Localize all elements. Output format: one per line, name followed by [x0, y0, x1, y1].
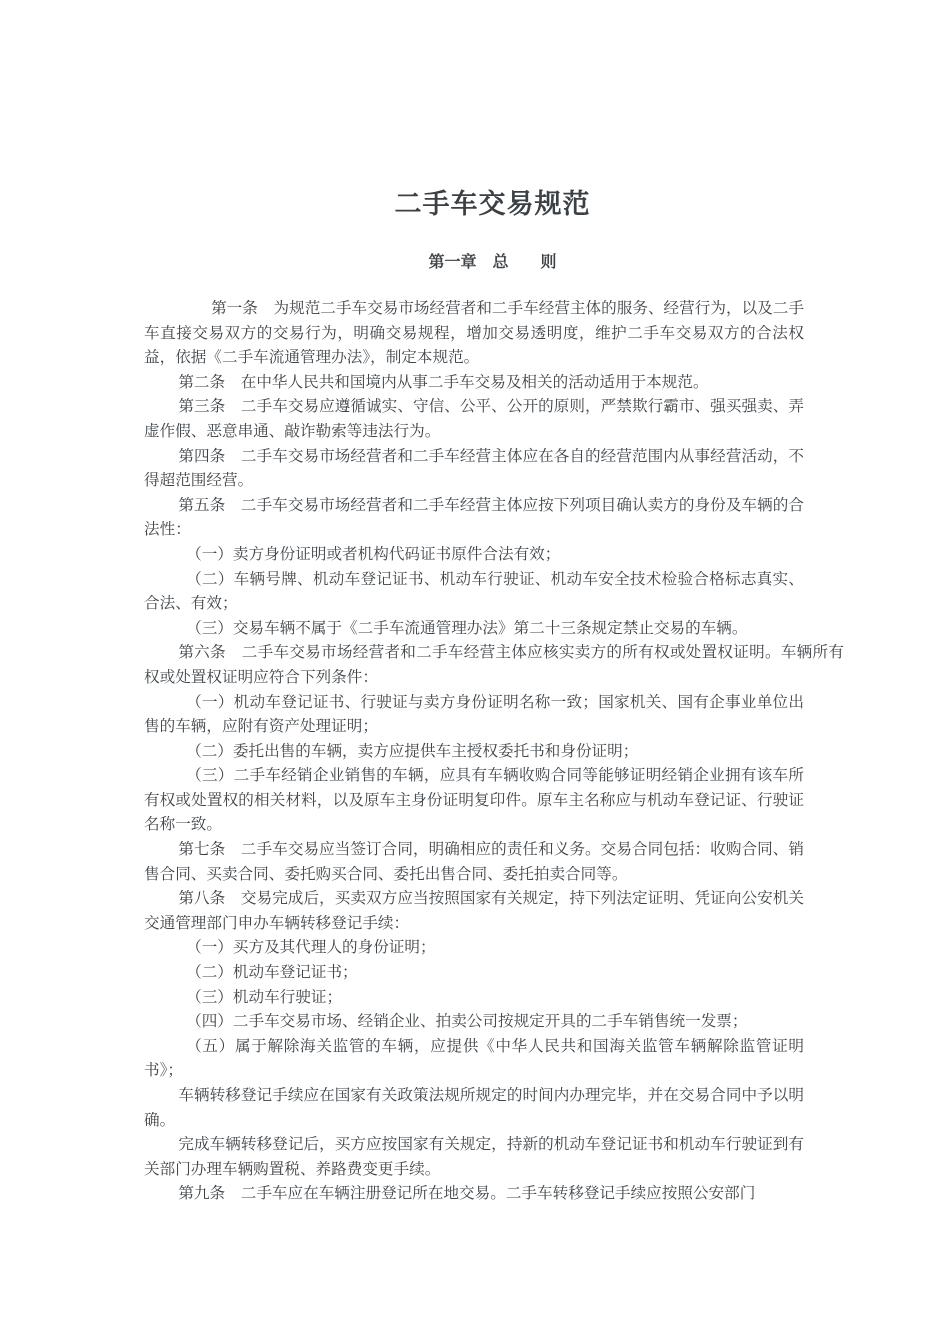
article-number: 第二条	[178, 372, 226, 391]
article-number: 第五条	[178, 495, 226, 514]
paragraph: 完成车辆转移登记后，买方应按国家有关规定，持新的机动车登记证书和机动车行驶证到有关部门办理车辆购置税、养路费变更手续。	[144, 1135, 804, 1178]
list-item: （三）交易车辆不属于《二手车流通管理办法》第二十三条规定禁止交易的车辆。	[186, 618, 748, 637]
article-text: 二手车交易应当签订合同，明确相应的责任和义务。交易合同包括：收购合同、销售合同、买卖合同、委托购买合同、委托出售合同、委托拍卖合同等。	[144, 840, 804, 883]
article-number: 第六条	[178, 643, 226, 662]
article-2	[144, 370, 804, 395]
article-number: 第一条	[211, 299, 258, 317]
article-text: 二手车交易市场经营者和二手车经营主体应在各自的经营范围内从事经营活动，不得超范围经营。	[144, 446, 804, 490]
article-4	[144, 444, 804, 493]
list-item: （二）车辆号牌、机动车登记证书、机动车行驶证、机动车安全技术检验合格标志真实、合法、有效；	[144, 569, 804, 613]
article-1	[144, 296, 804, 370]
article-text: 二手车应在车辆注册登记所在地交易。二手车转移登记手续应按照公安部门	[240, 1184, 756, 1203]
list-item: （三）二手车经销企业销售的车辆，应具有车辆收购合同等能够证明经销企业拥有该车所有权或处置权的相关材料，以及原车主身份证明复印件。原车主名称应与机动车登记证、行驶证名称一致。	[144, 766, 804, 834]
list-item: （四）二手车交易市场、经销企业、拍卖公司按规定开具的二手车销售统一发票；	[186, 1012, 748, 1031]
document-title: 二手车交易规范	[394, 189, 591, 220]
article-8	[144, 886, 804, 935]
list-item: （三）机动车行驶证；	[186, 987, 343, 1006]
list-item: （二）机动车登记证书；	[186, 963, 358, 982]
article-5	[144, 493, 804, 542]
article-9	[144, 1181, 804, 1206]
article-number: 第三条	[178, 397, 226, 416]
chapter-heading: 第一章 总 则	[428, 252, 557, 271]
article-text: 为规范二手车交易市场经营者和二手车经营主体的服务、经营行为，以及二手车直接交易双方的交易行为，明确交易规程，增加交易透明度，维护二手车交易双方的合法权益，依据《二手车流通管理办法》，制定本规范。	[144, 299, 804, 367]
article-text: 二手车交易应遵循诚实、守信、公平、公开的原则，严禁欺行霸市、强买强卖、弄虚作假、恶意串通、敲诈勒索等违法行为。	[144, 397, 804, 440]
article-number: 第八条	[178, 889, 226, 908]
list-item: （五）属于解除海关监管的车辆，应提供《中华人民共和国海关监管车辆解除监管证明书》；	[144, 1036, 804, 1080]
article-3	[144, 394, 804, 443]
article-text: 交易完成后，买卖双方应当按照国家有关规定，持下列法定证明、凭证向公安机关交通管理部门申办车辆转移登记手续：	[144, 889, 804, 932]
article-text: 二手车交易市场经营者和二手车经营主体应核实卖方的所有权或处置权证明。车辆所有权或处置权证明应符合下列条件：	[144, 643, 844, 686]
article-6	[144, 640, 844, 689]
list-item: （一）卖方身份证明或者机构代码证书原件合法有效；	[186, 544, 561, 563]
article-text: 在中华人民共和国境内从事二手车交易及相关的活动适用于本规范。	[240, 372, 709, 391]
document-body	[144, 296, 844, 1206]
list-item: （一）买方及其代理人的身份证明；	[186, 938, 436, 957]
article-number: 第七条	[178, 840, 226, 859]
list-item: （一）机动车登记证书、行驶证与卖方身份证明名称一致；国家机关、国有企事业单位出售的车辆，应附有资产处理证明；	[144, 692, 804, 736]
article-7	[144, 837, 804, 886]
paragraph: 车辆转移登记手续应在国家有关政策法规所规定的时间内办理完毕，并在交易合同中予以明确。	[144, 1086, 804, 1129]
article-text: 二手车交易市场经营者和二手车经营主体应按下列项目确认卖方的身份及车辆的合法性：	[144, 495, 804, 539]
article-number: 第四条	[178, 446, 226, 465]
article-number: 第九条	[178, 1184, 226, 1203]
list-item: （二）委托出售的车辆，卖方应提供车主授权委托书和身份证明；	[186, 741, 639, 760]
